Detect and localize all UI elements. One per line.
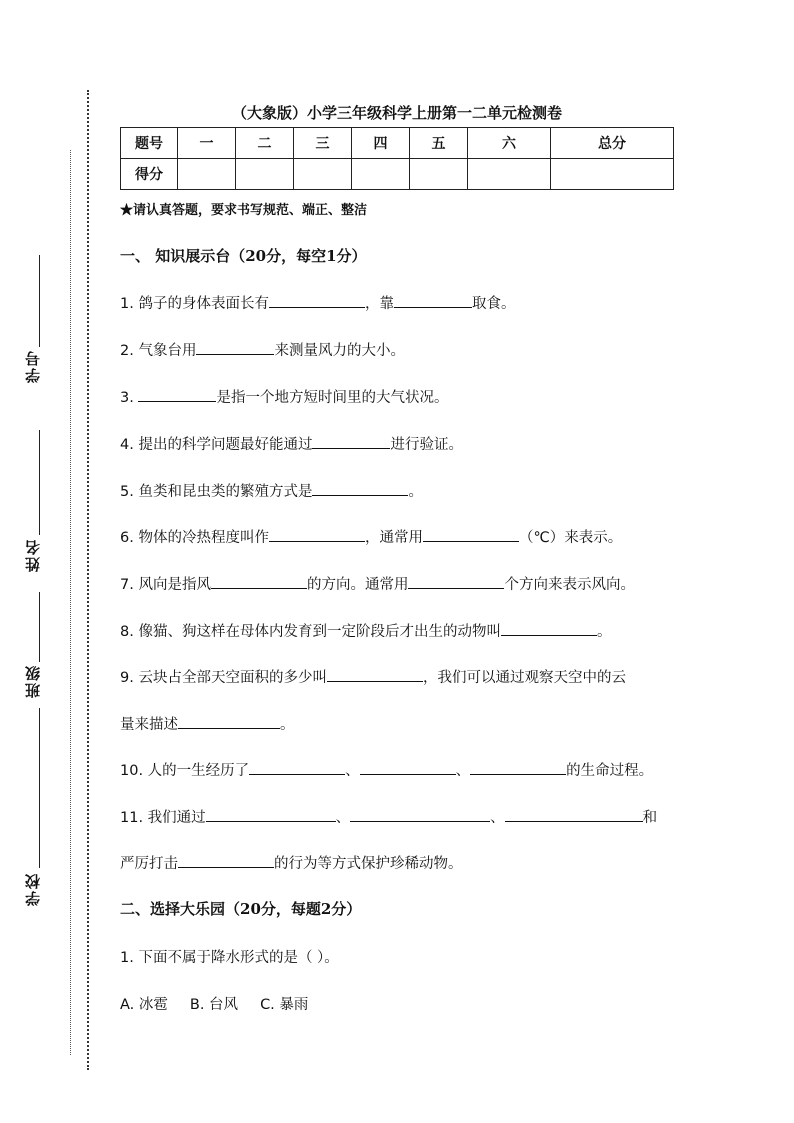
student-id-field[interactable]	[22, 255, 44, 385]
question-text: 2. 气象台用	[120, 343, 197, 359]
answer-blank[interactable]	[196, 340, 274, 355]
question-1	[120, 292, 680, 313]
answer-blank[interactable]	[360, 760, 456, 775]
question-text: 量来描述	[120, 717, 178, 733]
question-text: 1. 鸽子的身体表面长有	[120, 296, 269, 312]
question-text: 和	[642, 810, 658, 826]
question-text: 7. 风向是指风	[120, 577, 211, 593]
question-text: 6. 物体的冷热程度叫作	[120, 530, 269, 546]
question-text: ，靠	[364, 296, 394, 312]
question-text: 11. 我们通过	[120, 810, 206, 826]
score-header-cell: 五	[410, 128, 468, 159]
answer-blank[interactable]	[269, 293, 365, 308]
score-cell[interactable]	[178, 159, 236, 190]
question-text: 、	[490, 810, 505, 826]
question-text: 、	[455, 763, 471, 779]
answer-blank[interactable]	[327, 667, 423, 682]
answer-blank[interactable]	[470, 760, 566, 775]
answer-blank[interactable]	[505, 807, 643, 822]
question-text: 。	[280, 717, 295, 733]
score-cell[interactable]	[294, 159, 352, 190]
option-a[interactable]: A. 冰雹	[120, 997, 168, 1013]
answer-blank[interactable]	[312, 481, 408, 496]
score-header-cell: 四	[352, 128, 410, 159]
answer-blank[interactable]	[211, 574, 307, 589]
score-header-cell: 题号	[121, 128, 178, 159]
score-table-score-row	[121, 159, 674, 190]
answer-blank[interactable]	[423, 527, 519, 542]
option-b[interactable]: B. 台风	[189, 997, 239, 1013]
question-text: ，我们可以通过观察天空中的云	[422, 670, 626, 686]
answer-blank[interactable]	[138, 387, 216, 402]
question-text: 8. 像猫、狗这样在母体内发育到一定阶段后才出生的动物叫	[120, 624, 501, 640]
question-text: 4. 提出的科学问题最好能通过	[120, 437, 313, 453]
score-table	[120, 127, 674, 190]
question-text: 、	[335, 810, 351, 826]
question-4	[120, 433, 680, 454]
class-label: 班级	[24, 664, 42, 698]
score-header-cell: 总分	[551, 128, 674, 159]
choice-question-1-options	[120, 993, 680, 1014]
question-text: ，通常用	[364, 530, 423, 546]
score-header-cell: 六	[468, 128, 551, 159]
question-text: （℃）来表示。	[518, 530, 623, 546]
answer-blank[interactable]	[408, 574, 504, 589]
score-header-cell: 一	[178, 128, 236, 159]
answer-blank[interactable]	[312, 434, 390, 449]
exam-notice: ★请认真答题，要求书写规范、端正、整洁	[120, 203, 368, 218]
question-text: 严厉打击	[120, 856, 178, 872]
answer-blank[interactable]	[206, 807, 336, 822]
student-name-label: 姓名	[24, 538, 42, 572]
section2-heading: 二、选择大乐园（20分，每题2分）	[120, 900, 362, 918]
choice-question-1: 1. 下面不属于降水形式的是（ ）。	[120, 950, 339, 966]
question-text: 的行为等方式保护珍稀动物。	[274, 856, 463, 872]
page-title: （大象版）小学三年级科学上册第一二单元检测卷	[231, 104, 562, 122]
answer-blank[interactable]	[350, 807, 490, 822]
question-9	[120, 666, 680, 687]
question-text: 来测量风力的大小。	[274, 343, 405, 359]
section1-heading: 一、 知识展示台（20分，每空1分）	[120, 247, 367, 265]
question-text: 。	[596, 624, 612, 640]
question-9-continued	[120, 713, 680, 734]
question-7	[120, 573, 680, 594]
question-5	[120, 480, 680, 501]
answer-blank[interactable]	[269, 527, 365, 542]
score-cell[interactable]	[236, 159, 294, 190]
score-cell[interactable]	[468, 159, 551, 190]
question-text: 进行验证。	[390, 437, 463, 453]
question-11-continued	[120, 852, 680, 873]
answer-blank[interactable]	[178, 714, 280, 729]
question-text: 的生命过程。	[566, 763, 654, 779]
answer-blank[interactable]	[501, 621, 597, 636]
question-text: 是指一个地方短时间里的大气状况。	[216, 390, 449, 406]
school-field[interactable]	[22, 708, 44, 908]
score-cell[interactable]	[352, 159, 410, 190]
binding-dotted-line-outer	[70, 150, 71, 1055]
score-header-cell: 二	[236, 128, 294, 159]
question-text: 的方向。通常用	[306, 577, 409, 593]
question-text: 、	[345, 763, 360, 779]
student-name-field[interactable]	[22, 430, 44, 575]
question-text: 5. 鱼类和昆虫类的繁殖方式是	[120, 484, 313, 500]
binding-dotted-line-inner	[87, 90, 89, 1070]
answer-blank[interactable]	[394, 293, 472, 308]
student-id-label: 学号	[24, 349, 42, 383]
score-header-cell: 三	[294, 128, 352, 159]
question-text: 。	[408, 484, 423, 500]
question-2	[120, 339, 680, 360]
question-8	[120, 620, 680, 641]
question-text: 取食。	[471, 296, 516, 312]
score-row-label: 得分	[121, 159, 178, 190]
class-field[interactable]	[22, 592, 44, 702]
school-label: 学校	[24, 872, 42, 906]
question-text: 3.	[120, 390, 139, 406]
question-text: 9. 云块占全部天空面积的多少叫	[120, 670, 327, 686]
score-cell[interactable]	[410, 159, 468, 190]
question-6	[120, 526, 680, 547]
question-text: 10. 人的一生经历了	[120, 763, 250, 779]
question-11	[120, 806, 680, 827]
question-text: 个方向来表示风向。	[504, 577, 635, 593]
option-c[interactable]: C. 暴雨	[260, 997, 309, 1013]
score-cell[interactable]	[551, 159, 674, 190]
answer-blank[interactable]	[178, 853, 274, 868]
question-10	[120, 759, 680, 780]
question-3	[120, 386, 680, 407]
score-table-header-row	[121, 128, 674, 159]
answer-blank[interactable]	[249, 760, 345, 775]
